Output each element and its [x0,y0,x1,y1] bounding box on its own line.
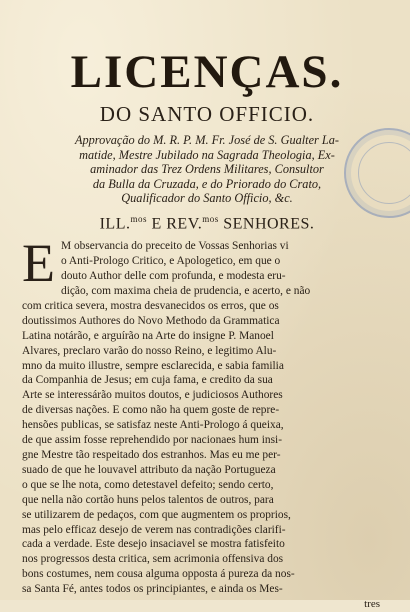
text-line: se utilizarem de pedaços, com que augmentem os proprios, [22,508,291,521]
text-line: da Companhia de Jesus; em cuja fama, e credito da sua [22,374,273,387]
text-line: com critica severa, mostra desvanecidos os erros, que os [22,299,279,312]
text-line: mno da muito illustre, sempre esclarecida, e sabia familia [22,359,284,372]
text-line: bons costumes, nem cousa alguma opposta á pureza da nos- [22,568,295,581]
text-line: douto Author delle com profunda, e modesta eru- [61,270,286,283]
text-line: dição, com maxima cheia de prudencia, e acerto, e não [61,285,311,298]
text-line: o que se lhe nota, como detestavel defeito; sendo certo, [22,478,274,491]
catchword: tres [364,598,380,611]
approval-line: matide, Mestre Jubilado na Sagrada Theologia, Ex- [79,147,335,162]
salutation-rev: E REV. [146,215,203,233]
text-line: hensões publicas, se satisfaz neste Anti-Prologo á queixa, [22,419,284,432]
salutation-ill: ILL. [99,215,131,233]
body-text [22,233,392,612]
text-line: doutissimos Authores do Novo Methodo da Grammatica [22,314,280,327]
text-line: suado de que he louvavel attributo da nação Portugueza [22,463,276,476]
text-line: cada a verdade. Este desejo insaciavel se mostra fatisfeito [22,538,285,551]
text-line: M observancia do preceito de Vossas Senhorias vi [61,240,289,253]
text-line: gne Mestre tão respeitado dos estranhos. Mas eu me per- [22,448,281,461]
approval-paragraph [22,133,392,206]
text-line: que nella não cortão huns pelos talentos de outros, para [22,493,274,506]
text-line: Latina notárão, e arguírão na Arte do insigne P. Manoel [22,329,274,342]
salutation-mos: mos [202,213,219,224]
salutation-senhores: SENHORES. [218,215,315,233]
text-line: Alvares, preclaro varão do nosso Reino, e legitimo Alu- [22,344,277,357]
salutation-mos: mos [130,213,147,224]
drop-cap: E [22,233,55,294]
page-title: LICENÇAS. [70,46,344,98]
salutation [22,214,392,233]
approval-line: Qualificador do Santo Officio, &c. [121,191,293,206]
text-line: o Anti-Prologo Critico, e Apologetico, em que o [61,255,281,268]
approval-line: da Bulla da Cruzada, e do Priorado do Crato, [92,176,322,191]
text-line: de que assim fosse reprehendido por nacionaes hum insi- [22,434,283,447]
text-line: de diversas nações. E como não ha quem goste de repre- [22,404,280,417]
approval-line: Approvação do M. R. P. M. Fr. José de S. Gualter La- [74,133,339,147]
page-subtitle: DO SANTO OFFICIO. [99,102,315,126]
text-line: Arte se interessárão muitos doutos, e judiciosos Authores [22,389,283,402]
text-line: mas pelo efficaz desejo de verem nas contradições clarifi- [22,523,286,536]
text-line: sa Santa Fé, antes todos os principiantes, e ainda os Mes- [22,583,283,596]
approval-line: aminador das Trez Ordens Militares, Consultor [90,162,324,177]
text-line: nos progressos desta critica, sem acrimonia offensiva dos [22,553,284,566]
